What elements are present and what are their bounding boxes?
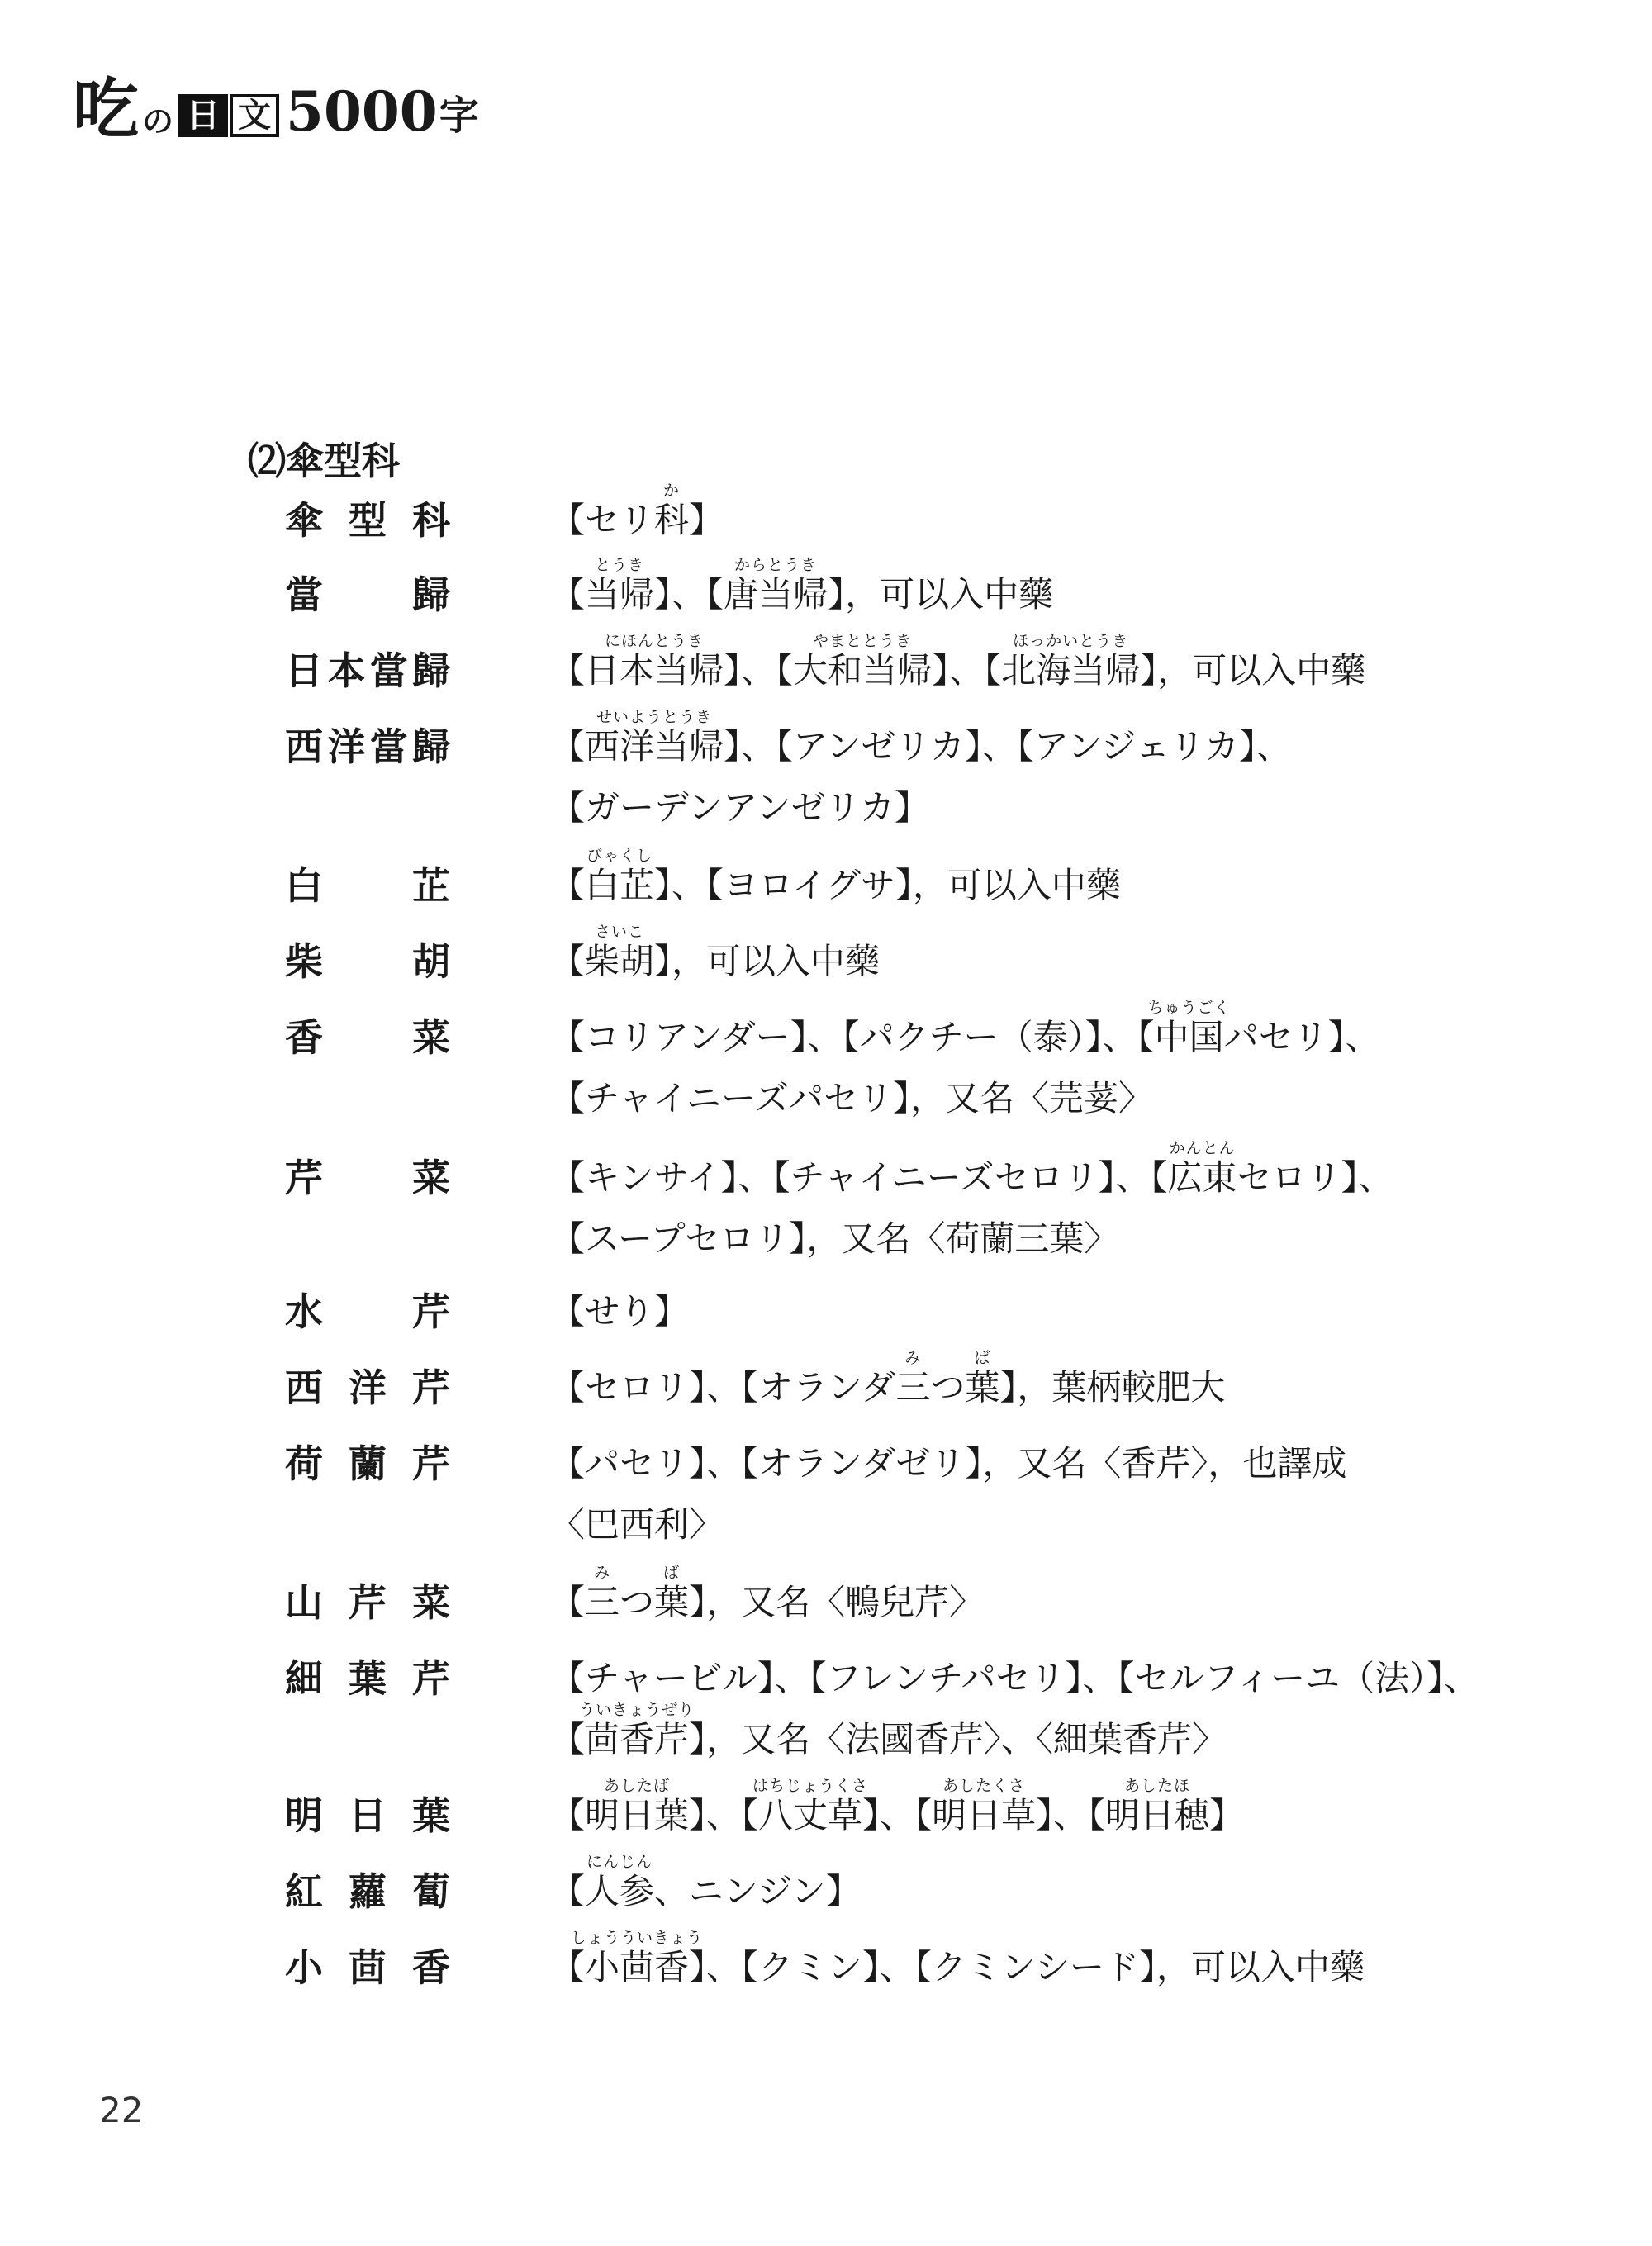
entry-desc-line: 【人参 にんじん 、ニンジン】 — [550, 1867, 1475, 1916]
ruby-text: 葉 ば — [654, 1564, 690, 1622]
entry-desc — [550, 1349, 1475, 1413]
ruby-text: 人参 にんじん — [585, 1853, 655, 1911]
furigana: ちゅうごく — [1147, 999, 1231, 1017]
ruby-text: 柴胡 さいこ — [585, 923, 655, 981]
entry-term: 水芹 — [285, 1289, 450, 1334]
entry-desc-line: 【日本当帰 にほんとうき 】、【大和当帰 やまととうき 】、【北海当帰 ほっかいとうき 】，可以入中藥 — [550, 646, 1475, 696]
furigana: にんじん — [586, 1853, 653, 1871]
entry-desc-line: 【茴香芹 ういきょうぜり 】，又名〈法國香芹〉、〈細葉香芹〉 — [550, 1715, 1475, 1764]
entry-term: 西洋芹 — [285, 1365, 450, 1410]
entry-desc-line: 【チャービル】、【フレンチパセリ】、【セルフィーユ（法）】、 — [550, 1658, 1479, 1698]
ruby-text: 唐当帰 からとうき — [724, 556, 828, 615]
entry-desc — [550, 1853, 1475, 1916]
entry-desc-line: 【キンサイ】、【チャイニーズセロリ】、【広東 かんとん セロリ】、 — [550, 1153, 1475, 1203]
ruby-text: 西洋当帰 せいようとうき — [585, 708, 724, 767]
ruby-text: 三 み — [895, 1349, 931, 1408]
entry-desc-line: 〈巴西利〉 — [550, 1504, 724, 1545]
ruby-text: 小茴香 しょうういきょう — [571, 1929, 704, 1987]
header-number: 5000 — [286, 79, 438, 144]
entry-desc — [550, 632, 1475, 696]
entry-desc-line: 【セリ科 か 】 — [550, 496, 1475, 545]
entry-desc-line: 【当帰 とうき 】、【唐当帰 からとうき 】，可以入中藥 — [550, 570, 1475, 620]
entry-desc-line: 【パセリ】、【オランダゼリ】，又名〈香芹〉，也譯成 — [550, 1443, 1347, 1484]
entry-desc — [550, 1439, 1475, 1550]
furigana: せいようとうき — [596, 708, 713, 726]
entry-term: 荷蘭芹 — [285, 1441, 450, 1486]
furigana: びゃくし — [586, 847, 653, 865]
furigana: しょうういきょう — [571, 1929, 704, 1947]
ruby-text: 明日葉 あしたば — [585, 1777, 690, 1835]
entry-term: 明日葉 — [285, 1793, 450, 1838]
entry-term: 傘型科 — [285, 498, 450, 543]
ruby-text: 大和当帰 やまととうき — [793, 632, 933, 691]
header-box-ri: 日 — [178, 94, 228, 137]
header-no: の — [142, 102, 174, 140]
furigana: あしたば — [604, 1777, 671, 1795]
section-title: ⑵傘型科 — [248, 439, 400, 483]
ruby-text: 北海当帰 ほっかいとうき — [1001, 632, 1141, 691]
entry-desc — [550, 1777, 1475, 1840]
header-zi: 字 — [439, 93, 479, 139]
furigana: からとうき — [734, 556, 818, 574]
ruby-text: 葉 ば — [965, 1349, 1000, 1408]
entry-desc-line: 【コリアンダー】、【パクチー（泰）】、【中国 ちゅうごく パセリ】、 — [550, 1013, 1475, 1062]
entry-desc — [550, 556, 1475, 620]
entry-term: 西洋當歸 — [285, 724, 450, 769]
header-box-wen: 文 — [230, 94, 279, 137]
entry-desc-line: 【三 み つ葉 ば 】，又名〈鴨兒芹〉 — [550, 1578, 1475, 1627]
furigana: か — [663, 482, 681, 500]
furigana: あしたほ — [1124, 1777, 1191, 1795]
ruby-text: 明日穂 あしたほ — [1105, 1777, 1210, 1835]
ruby-text: 日本当帰 にほんとうき — [585, 632, 724, 691]
entry-desc — [550, 1654, 1479, 1764]
furigana: ういきょうぜり — [579, 1701, 695, 1719]
furigana: み — [594, 1564, 611, 1582]
furigana: はちじょうくさ — [752, 1777, 869, 1795]
entry-desc-line: 【明日葉 あしたば 】、【八丈草 はちじょうくさ 】、【明日草 あしたくさ 】、【明日穂 あしたほ 】 — [550, 1791, 1475, 1840]
entry-desc-line: 【西洋当帰 せいようとうき 】、【アンゼリカ】、【アンジェリカ】、 — [550, 722, 1475, 772]
furigana: ほっかいとうき — [1013, 632, 1129, 650]
page-number: 22 — [99, 2090, 144, 2130]
entry-desc-line: 【セロリ】、【オランダ三 み つ葉 ば 】，葉柄較肥大 — [550, 1363, 1475, 1413]
entry-desc-line: 【ガーデンアンゼリカ】 — [550, 787, 930, 828]
ruby-text: 当帰 とうき — [585, 556, 655, 615]
entry-desc — [550, 923, 1475, 986]
book-header-logo — [73, 51, 479, 148]
furigana: さいこ — [595, 923, 645, 941]
entry-desc — [550, 708, 1475, 833]
entry-desc — [550, 1139, 1475, 1264]
entry-term: 細葉芹 — [285, 1656, 450, 1701]
entry-desc — [550, 847, 1475, 910]
entry-term: 日本當歸 — [285, 648, 450, 693]
entry-term: 白芷 — [285, 863, 450, 908]
header-chi: 吃 — [73, 70, 139, 148]
entry-term: 山芹菜 — [285, 1580, 450, 1625]
ruby-text: 白芷 びゃくし — [585, 847, 655, 905]
entry-desc-line: 【小茴香 しょうういきょう 】、【クミン】、【クミンシード】，可以入中藥 — [550, 1943, 1475, 1992]
ruby-text: 広東 かんとん — [1167, 1139, 1237, 1198]
entry-desc-line: 【せり】 — [550, 1291, 690, 1332]
ruby-text: 八丈草 はちじょうくさ — [752, 1777, 869, 1835]
furigana: み — [904, 1349, 922, 1367]
entry-term: 芹菜 — [285, 1156, 450, 1200]
entry-desc — [550, 1929, 1475, 1992]
furigana: かんとん — [1169, 1139, 1236, 1157]
entry-term: 柴胡 — [285, 939, 450, 984]
entry-desc — [550, 1287, 1475, 1337]
entry-term: 香菜 — [285, 1015, 450, 1060]
furigana: ば — [974, 1349, 991, 1367]
entry-desc — [550, 1564, 1475, 1627]
entry-desc-line: 【白芷 びゃくし 】、【ヨロイグサ】，可以入中藥 — [550, 861, 1475, 910]
furigana: とうき — [595, 556, 645, 574]
entry-desc-line: 【スープセロリ】，又名〈荷蘭三葉〉 — [550, 1218, 1119, 1259]
entry-desc — [550, 999, 1475, 1123]
furigana: ば — [663, 1564, 681, 1582]
furigana: やまととうき — [813, 632, 913, 650]
ruby-text: 茴香芹 ういきょうぜり — [579, 1701, 695, 1759]
entry-term: 當歸 — [285, 572, 450, 617]
ruby-text: 科 か — [654, 482, 690, 540]
furigana: あしたくさ — [942, 1777, 1026, 1795]
ruby-text: 三 み — [585, 1564, 620, 1622]
ruby-text: 中国 ちゅうごく — [1147, 999, 1231, 1057]
entry-desc-line: 【柴胡 さいこ 】，可以入中藥 — [550, 937, 1475, 986]
ruby-text: 明日草 あしたくさ — [932, 1777, 1037, 1835]
entry-desc-line: 【チャイニーズパセリ】，又名〈芫荽〉 — [550, 1078, 1153, 1118]
entry-term: 紅蘿蔔 — [285, 1869, 450, 1914]
entry-term: 小茴香 — [285, 1945, 450, 1990]
furigana: にほんとうき — [605, 632, 705, 650]
entry-desc — [550, 482, 1475, 545]
